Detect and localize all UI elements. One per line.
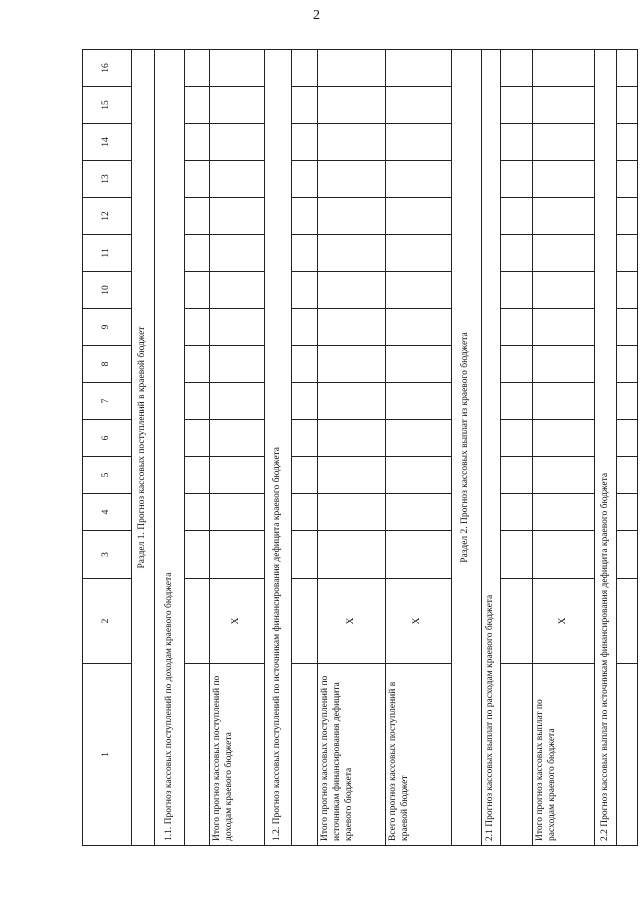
column-header: 9 (83, 309, 132, 346)
row-label: Итого прогноз кассовых поступлений по источникам финансирования дефицита краевого бюджета (318, 664, 386, 846)
subsection-title: 2.2 Прогноз кассовых выплат по источникам финансирования дефицита краевого бюджета (594, 50, 617, 846)
column-header: 8 (83, 346, 132, 383)
column-header: 4 (83, 494, 132, 531)
column-header: 7 (83, 383, 132, 420)
table-row (318, 50, 386, 846)
section-title: Раздел 1. Прогноз кассовых поступлений в краевой бюджет (132, 50, 155, 846)
rotated-table-container (82, 60, 638, 846)
subsection-row (154, 50, 185, 846)
column-header: 5 (83, 457, 132, 494)
column-header: 11 (83, 235, 132, 272)
empty-row (185, 50, 210, 846)
table-row (533, 50, 594, 846)
column-header: 10 (83, 272, 132, 309)
x-mark: X (209, 579, 264, 664)
table-row (386, 50, 452, 846)
section-row (132, 50, 155, 846)
empty-row (617, 50, 638, 846)
section-title: Раздел 2. Прогноз кассовых выплат из краевого бюджета (451, 50, 482, 846)
column-header: 13 (83, 161, 132, 198)
row-label: Итого прогноз кассовых выплат по расходам краевого бюджета (533, 664, 594, 846)
subsection-title: 1.2. Прогноз кассовых поступлений по источникам финансирования дефицита краевого бюджета (265, 50, 292, 846)
x-mark: X (386, 579, 452, 664)
column-header: 15 (83, 87, 132, 124)
column-number-row (83, 50, 132, 846)
subsection-row (594, 50, 617, 846)
x-mark: X (318, 579, 386, 664)
table-row (209, 50, 264, 846)
column-header: 16 (83, 50, 132, 87)
row-label: Всего прогноз кассовых поступлений в краевой бюджет (386, 664, 452, 846)
column-header: 3 (83, 531, 132, 579)
empty-row (500, 50, 533, 846)
subsection-title: 1.1. Прогноз кассовых поступлений по доходам краевого бюджета (154, 50, 185, 846)
page-number: 2 (313, 8, 320, 23)
column-header: 12 (83, 198, 132, 235)
row-label: Итого прогноз кассовых поступлений по доходам краевого бюджета (209, 664, 264, 846)
column-header: 6 (83, 420, 132, 457)
forecast-table (82, 49, 638, 846)
column-header: 1 (83, 664, 132, 846)
subsection-row (265, 50, 292, 846)
empty-row (291, 50, 318, 846)
column-header: 14 (83, 124, 132, 161)
subsection-row (482, 50, 500, 846)
section-row (451, 50, 482, 846)
x-mark: X (533, 579, 594, 664)
subsection-title: 2.1 Прогноз кассовых выплат по расходам краевого бюджета (482, 50, 500, 846)
column-header: 2 (83, 579, 132, 664)
